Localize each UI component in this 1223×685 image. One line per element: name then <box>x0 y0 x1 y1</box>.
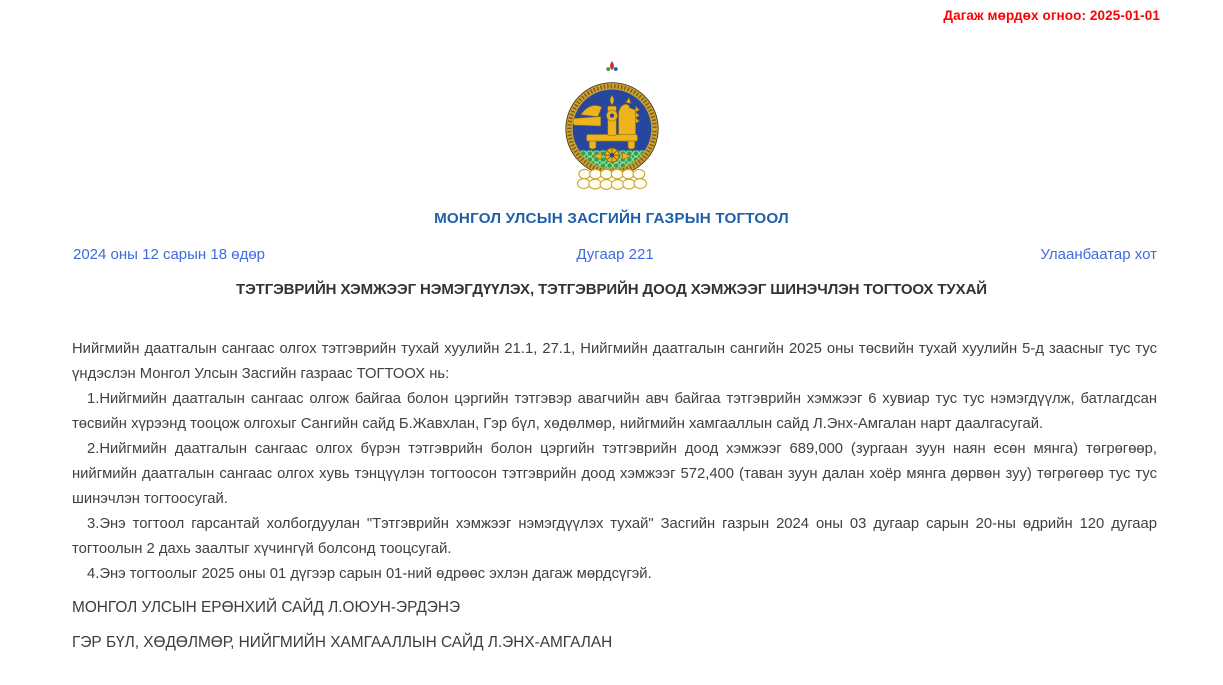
chandmani-gem-icon <box>606 61 618 71</box>
lotus-base-icon <box>577 169 646 189</box>
signature-prime-minister: МОНГОЛ УЛСЫН ЕРӨНХИЙ САЙД Л.ОЮУН-ЭРДЭНЭ <box>72 599 461 616</box>
clause-2: 2.Нийгмийн даатгалын сангаас олгох бүрэн тэтгэврийн болон цэргийн тэтгэврийн доод хэмжээг 689,000 (зургаан зуун наян есөн мянга) төгрөгөөр, нийгмийн даатгалын сангаас олгох хувь тэнцүүлэн тогтоосон тэтгэврийн доод хэмжээг 572,400 (таван зуун далан хоёр мянга дөрвөн зуу) төгрөгөөр тус тус шинэчлэн тогтоосугай. <box>72 441 1157 507</box>
clause-3: 3.Энэ тогтоол гарсантай холбогдуулан "Тэтгэврийн хэмжээг нэмэгдүүлэх тухай" Засгийн газрын 2024 оны 03 дугаар сарын 20-ны өдрийн 120 дугаар тогтоолын 2 дахь заалтыг хүчингүй болсонд тооцсугай. <box>72 516 1157 557</box>
government-resolution-heading: МОНГОЛ УЛСЫН ЗАСГИЙН ГАЗРЫН ТОГТООЛ <box>434 210 789 227</box>
preamble-paragraph: Нийгмийн даатгалын сангаас олгох тэтгэврийн тухай хуулийн 21.1, 27.1, Нийгмийн даатгалын сангийн 2025 оны төсвийн тухай хуулийн 5-д заасныг тус тус үндэслэн Монгол Улсын Засгийн газраас ТОГТООХ нь: <box>72 341 1157 382</box>
emblem-container <box>0 0 1223 192</box>
mongolia-state-emblem-icon <box>560 60 664 192</box>
decree-meta-row <box>0 246 1223 263</box>
decree-city: Улаанбаатар хот <box>1040 246 1157 263</box>
decree-date: 2024 оны 12 сарын 18 өдөр <box>73 246 266 263</box>
decree-title: ТЭТГЭВРИЙН ХЭМЖЭЭГ НЭМЭГДҮҮЛЭХ, ТЭТГЭВРИЙН ДООД ХЭМЖЭЭГ ШИНЭЧЛЭН ТОГТООХ ТУХАЙ <box>236 281 987 298</box>
signature-minister-labour: ГЭР БҮЛ, ХӨДӨЛМӨР, НИЙГМИЙН ХАМГААЛЛЫН САЙД Л.ЭНХ-АМГАЛАН <box>72 634 613 651</box>
clause-1: 1.Нийгмийн даатгалын сангаас олгож байгаа болон цэргийн тэтгэвэр авагчийн авч байгаа тэтгэврийн хэмжээг 6 хувиар тус тус нэмэгдүүлж, батлагдсан төсвийн хүрээнд тооцож олгохыг Сангийн сайд Б.Жавхлан, Гэр бүл, хөдөлмөр, нийгмийн хамгааллын сайд Л.Энх-Амгалан нарт даалгасугай. <box>72 391 1157 432</box>
decree-number: Дугаар 221 <box>576 246 654 263</box>
effective-date-label: Дагаж мөрдөх огноо: 2025-01-01 <box>943 8 1160 23</box>
clause-4: 4.Энэ тогтоолыг 2025 оны 01 дүгээр сарын 01-ний өдрөөс эхлэн дагаж мөрдсүгэй. <box>87 566 652 582</box>
